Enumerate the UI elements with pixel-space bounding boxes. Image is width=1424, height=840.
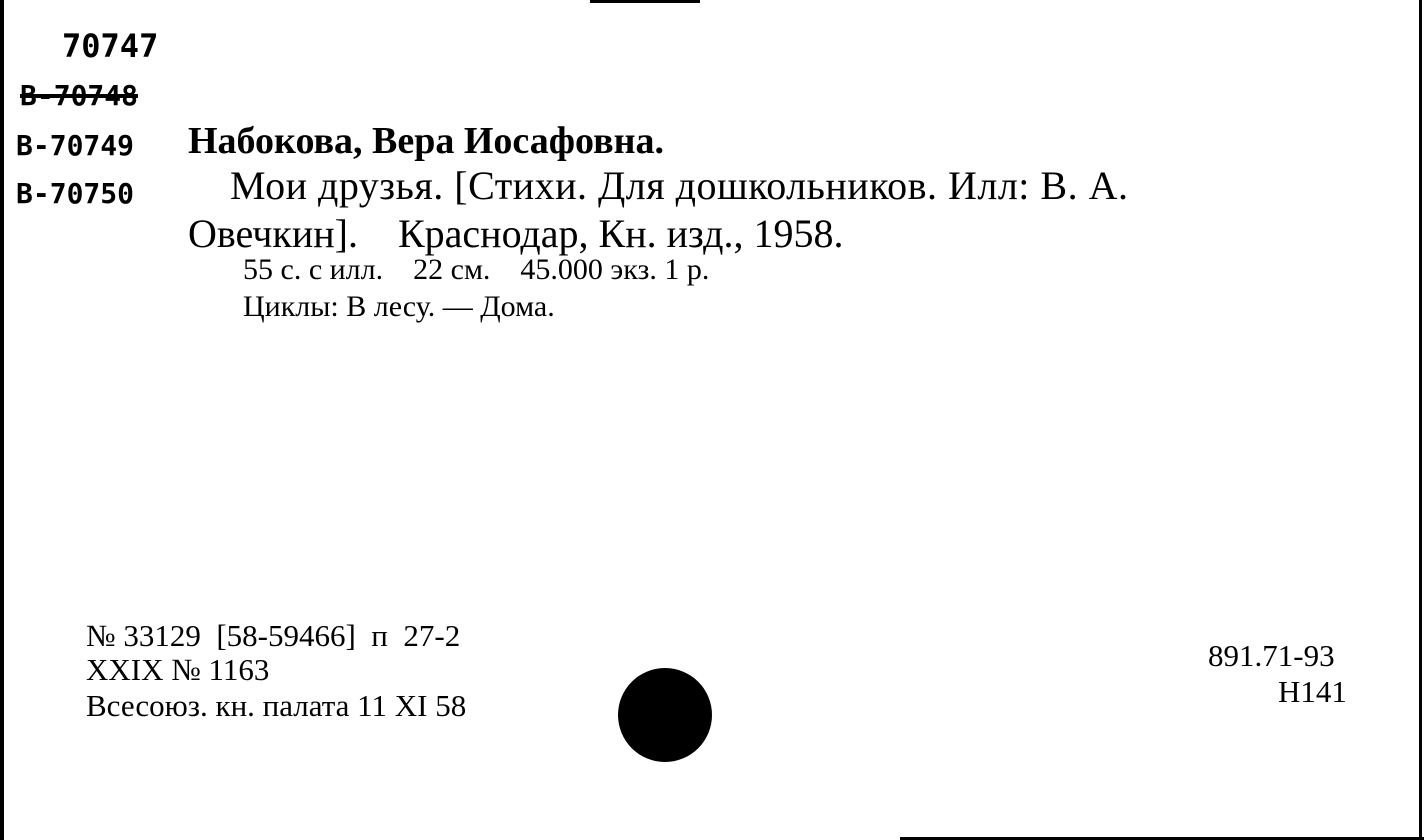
- card-right-edge: [1419, 0, 1422, 840]
- inventory-number: 70747: [62, 27, 159, 65]
- inventory-number-struck: В-70748: [20, 79, 139, 112]
- footer-journal-number: XXIX № 1163: [86, 652, 270, 687]
- contents-note: Циклы: В лесу. — Дома.: [243, 290, 555, 323]
- footer-registration: № 33129 [58-59466] п 27-2: [86, 618, 461, 653]
- footer-publisher-date: Всесоюз. кн. палата 11 XI 58: [86, 688, 467, 723]
- card-left-edge: [0, 0, 4, 840]
- physical-description: 55 с. с илл. 22 см. 45.000 экз. 1 р.: [243, 253, 710, 286]
- inventory-number: В-70750: [16, 177, 135, 210]
- inventory-number: В-70749: [16, 129, 135, 162]
- title-line-2: Овечкин]. Краснодар, Кн. изд., 1958.: [188, 211, 844, 256]
- punched-hole: [618, 668, 712, 762]
- title-line-1: Мои друзья. [Стихи. Для дошкольников. Илл: В. А.: [230, 163, 1129, 208]
- classification-code: 891.71-93: [1208, 638, 1335, 673]
- author-mark: Н141: [1278, 674, 1347, 709]
- author-heading: Набокова, Вера Иосафовна.: [188, 120, 665, 162]
- card-top-mark: [590, 0, 700, 3]
